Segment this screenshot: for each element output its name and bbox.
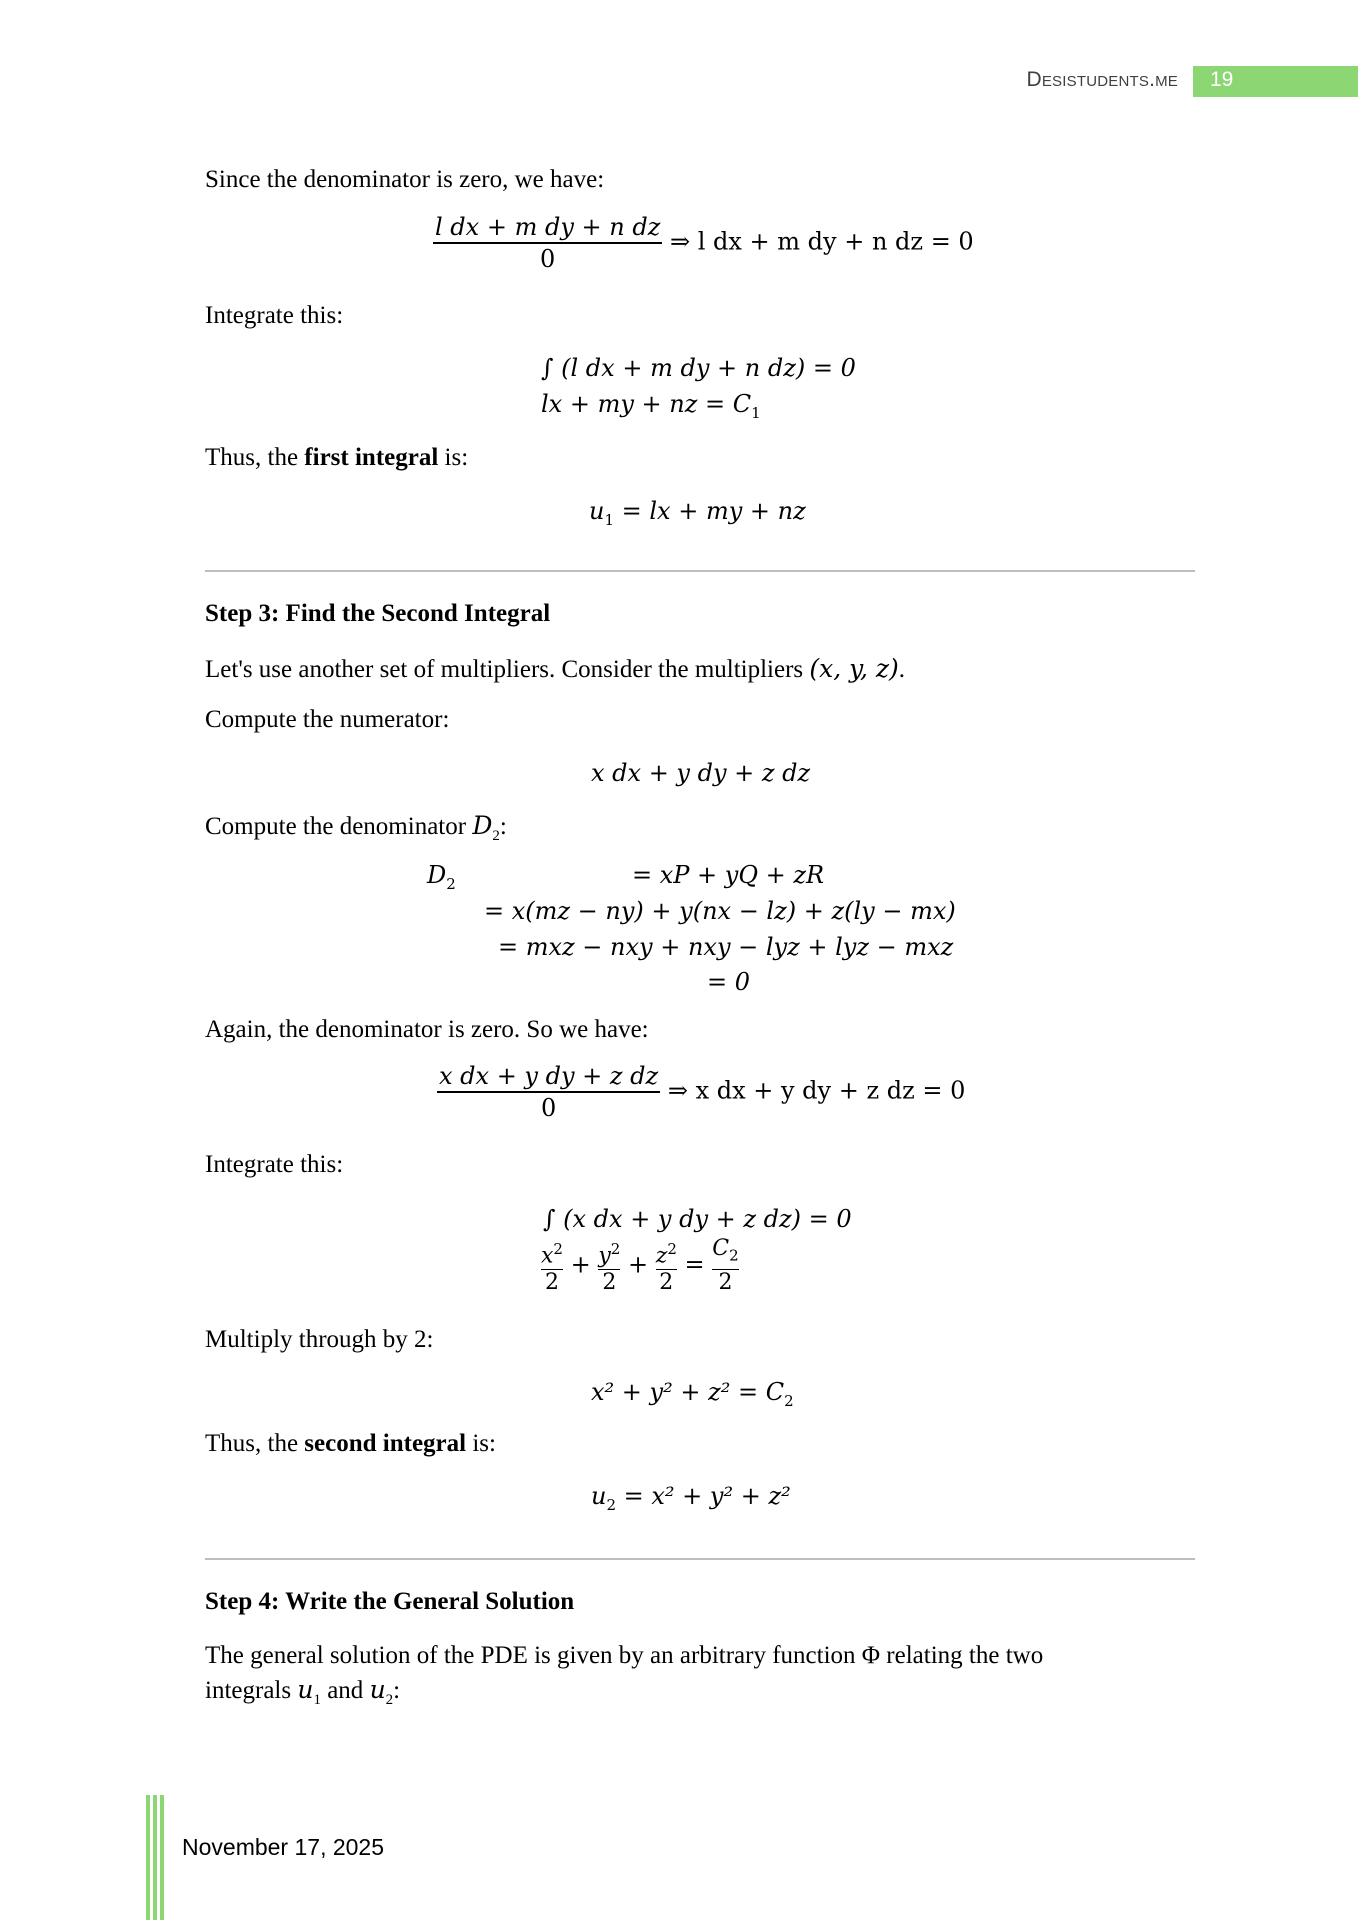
text: integrals	[205, 1677, 298, 1704]
u2-rhs: = x² + y² + z²	[616, 1482, 791, 1510]
d2-sub: 2	[446, 874, 456, 893]
step4-heading: Step 4: Write the General Solution	[205, 1588, 575, 1615]
sup: 2	[610, 1240, 621, 1258]
text-suffix: is:	[466, 1430, 496, 1457]
numerator-equation: x dx + y dy + z dz	[591, 759, 811, 787]
fraction-numerator: x dx + y dy + z dz	[439, 1062, 659, 1090]
text-suffix: is:	[438, 444, 469, 471]
fraction-numerator: l dx + m dy + n dz	[435, 213, 661, 241]
fraction	[437, 1061, 660, 1123]
numerator-label: Compute the numerator:	[205, 706, 450, 733]
u2-sub: 2	[606, 1495, 617, 1514]
integrate-label-1: Integrate this:	[205, 302, 344, 329]
step3-heading: Step 3: Find the Second Integral	[205, 600, 551, 627]
term: y	[598, 1243, 611, 1269]
integral-equation-2: ∫ (x dx + y dy + z dz) = 0	[543, 1205, 852, 1233]
d-sub: 2	[492, 828, 500, 844]
multiply-label: Multiply through by 2:	[205, 1326, 434, 1353]
lhs: x² + y² + z² = C	[591, 1378, 785, 1406]
result-lhs: lx + my + nz = C	[541, 390, 752, 418]
footer-accent-bar	[160, 1795, 164, 1920]
paragraph-denominator-zero: Since the denominator is zero, we have:	[205, 166, 605, 193]
den: 2	[712, 1269, 738, 1296]
footer-date: November 17, 2025	[182, 1834, 385, 1860]
sub: 2	[784, 1391, 794, 1410]
d-symbol: D	[472, 811, 493, 840]
page-number: 19	[1210, 68, 1234, 91]
term: x	[541, 1243, 554, 1269]
second-integral-statement	[205, 1429, 496, 1459]
equation-fraction-1	[433, 212, 974, 274]
sub: 2	[729, 1246, 739, 1265]
d2-line-2: = x(mz − ny) + y(nx − lz) + z(ly − mx)	[484, 897, 956, 925]
fraction-z	[656, 1236, 677, 1296]
den: 2	[598, 1269, 620, 1296]
footer-accent-bar	[146, 1795, 150, 1920]
sum-squares-equation	[591, 1377, 794, 1416]
u1-symbol: u	[297, 1675, 314, 1704]
fraction-y	[598, 1236, 620, 1296]
colon: :	[393, 1677, 401, 1704]
result-equation-1	[541, 389, 761, 428]
fraction-x	[541, 1236, 563, 1296]
again-paragraph: Again, the denominator is zero. So we have:	[205, 1016, 649, 1043]
implies-equation: ⇒ l dx + m dy + n dz = 0	[669, 227, 974, 256]
first-integral-statement	[205, 443, 468, 473]
sup: 2	[553, 1240, 563, 1258]
footer-accent-bar	[153, 1795, 157, 1920]
half-squares-equation: $\frac{x^2}{2}$ + $\frac{y^2}{2}$ + $\frac{z^2}{2}$ = $\frac{C_2}{2}$	[541, 1236, 739, 1296]
text: Let's use another set of multipliers. Consider the multipliers	[205, 656, 810, 683]
result-sub: 1	[751, 403, 761, 422]
site-name	[1016, 68, 1178, 92]
and-text: and	[320, 1677, 370, 1704]
text-bold: first integral	[304, 444, 439, 471]
term: C	[712, 1236, 730, 1262]
u1-equation	[589, 496, 806, 535]
term: z	[655, 1243, 668, 1269]
d2-symbol	[427, 860, 456, 899]
u2-equation	[591, 1481, 791, 1520]
u1-symbol: u	[589, 497, 605, 525]
colon: :	[499, 813, 507, 840]
den: 2	[541, 1269, 563, 1296]
u1-sub: 1	[313, 1692, 321, 1708]
implies-equation: ⇒ x dx + y dy + z dz = 0	[667, 1076, 966, 1105]
fraction-denominator: 0	[437, 1091, 660, 1123]
u1-rhs: = lx + my + nz	[614, 497, 806, 525]
multipliers-paragraph	[205, 654, 905, 685]
denominator-label	[205, 811, 507, 851]
divider	[205, 1558, 1195, 1560]
sup: 2	[667, 1240, 677, 1258]
fraction-c2	[712, 1236, 738, 1295]
text-prefix: Thus, the	[205, 1430, 305, 1457]
u2-sub: 2	[385, 1692, 394, 1708]
d2-letter: D	[427, 861, 447, 889]
integral-equation-1: ∫ (l dx + m dy + n dz) = 0	[541, 354, 856, 382]
divider	[205, 570, 1195, 572]
fraction	[433, 212, 662, 274]
text-prefix: Thus, the	[205, 444, 305, 471]
d2-line-1: = xP + yQ + zR	[632, 861, 825, 889]
text: Compute the denominator	[205, 813, 473, 840]
fraction-denominator: 0	[433, 242, 662, 274]
d2-line-4: = 0	[707, 968, 751, 996]
integrate-label-2: Integrate this:	[205, 1151, 344, 1178]
den: 2	[656, 1269, 677, 1296]
u2-symbol: u	[369, 1675, 386, 1704]
equation-fraction-2	[437, 1061, 965, 1123]
multipliers-math: (x, y, z)	[809, 654, 899, 683]
d2-line-3: = mxz − nxy + nxy − lyz + lyz − mxz	[498, 933, 954, 961]
site-name-text: Desistudents.me	[1026, 68, 1178, 91]
text-bold: second integral	[304, 1430, 467, 1457]
u2-symbol: u	[591, 1482, 607, 1510]
general-solution-line-2	[205, 1675, 400, 1715]
u1-sub: 1	[604, 510, 615, 529]
general-solution-line-1: The general solution of the PDE is given by an arbitrary function Φ relating the two	[205, 1642, 1044, 1669]
text-end: .	[898, 656, 906, 683]
